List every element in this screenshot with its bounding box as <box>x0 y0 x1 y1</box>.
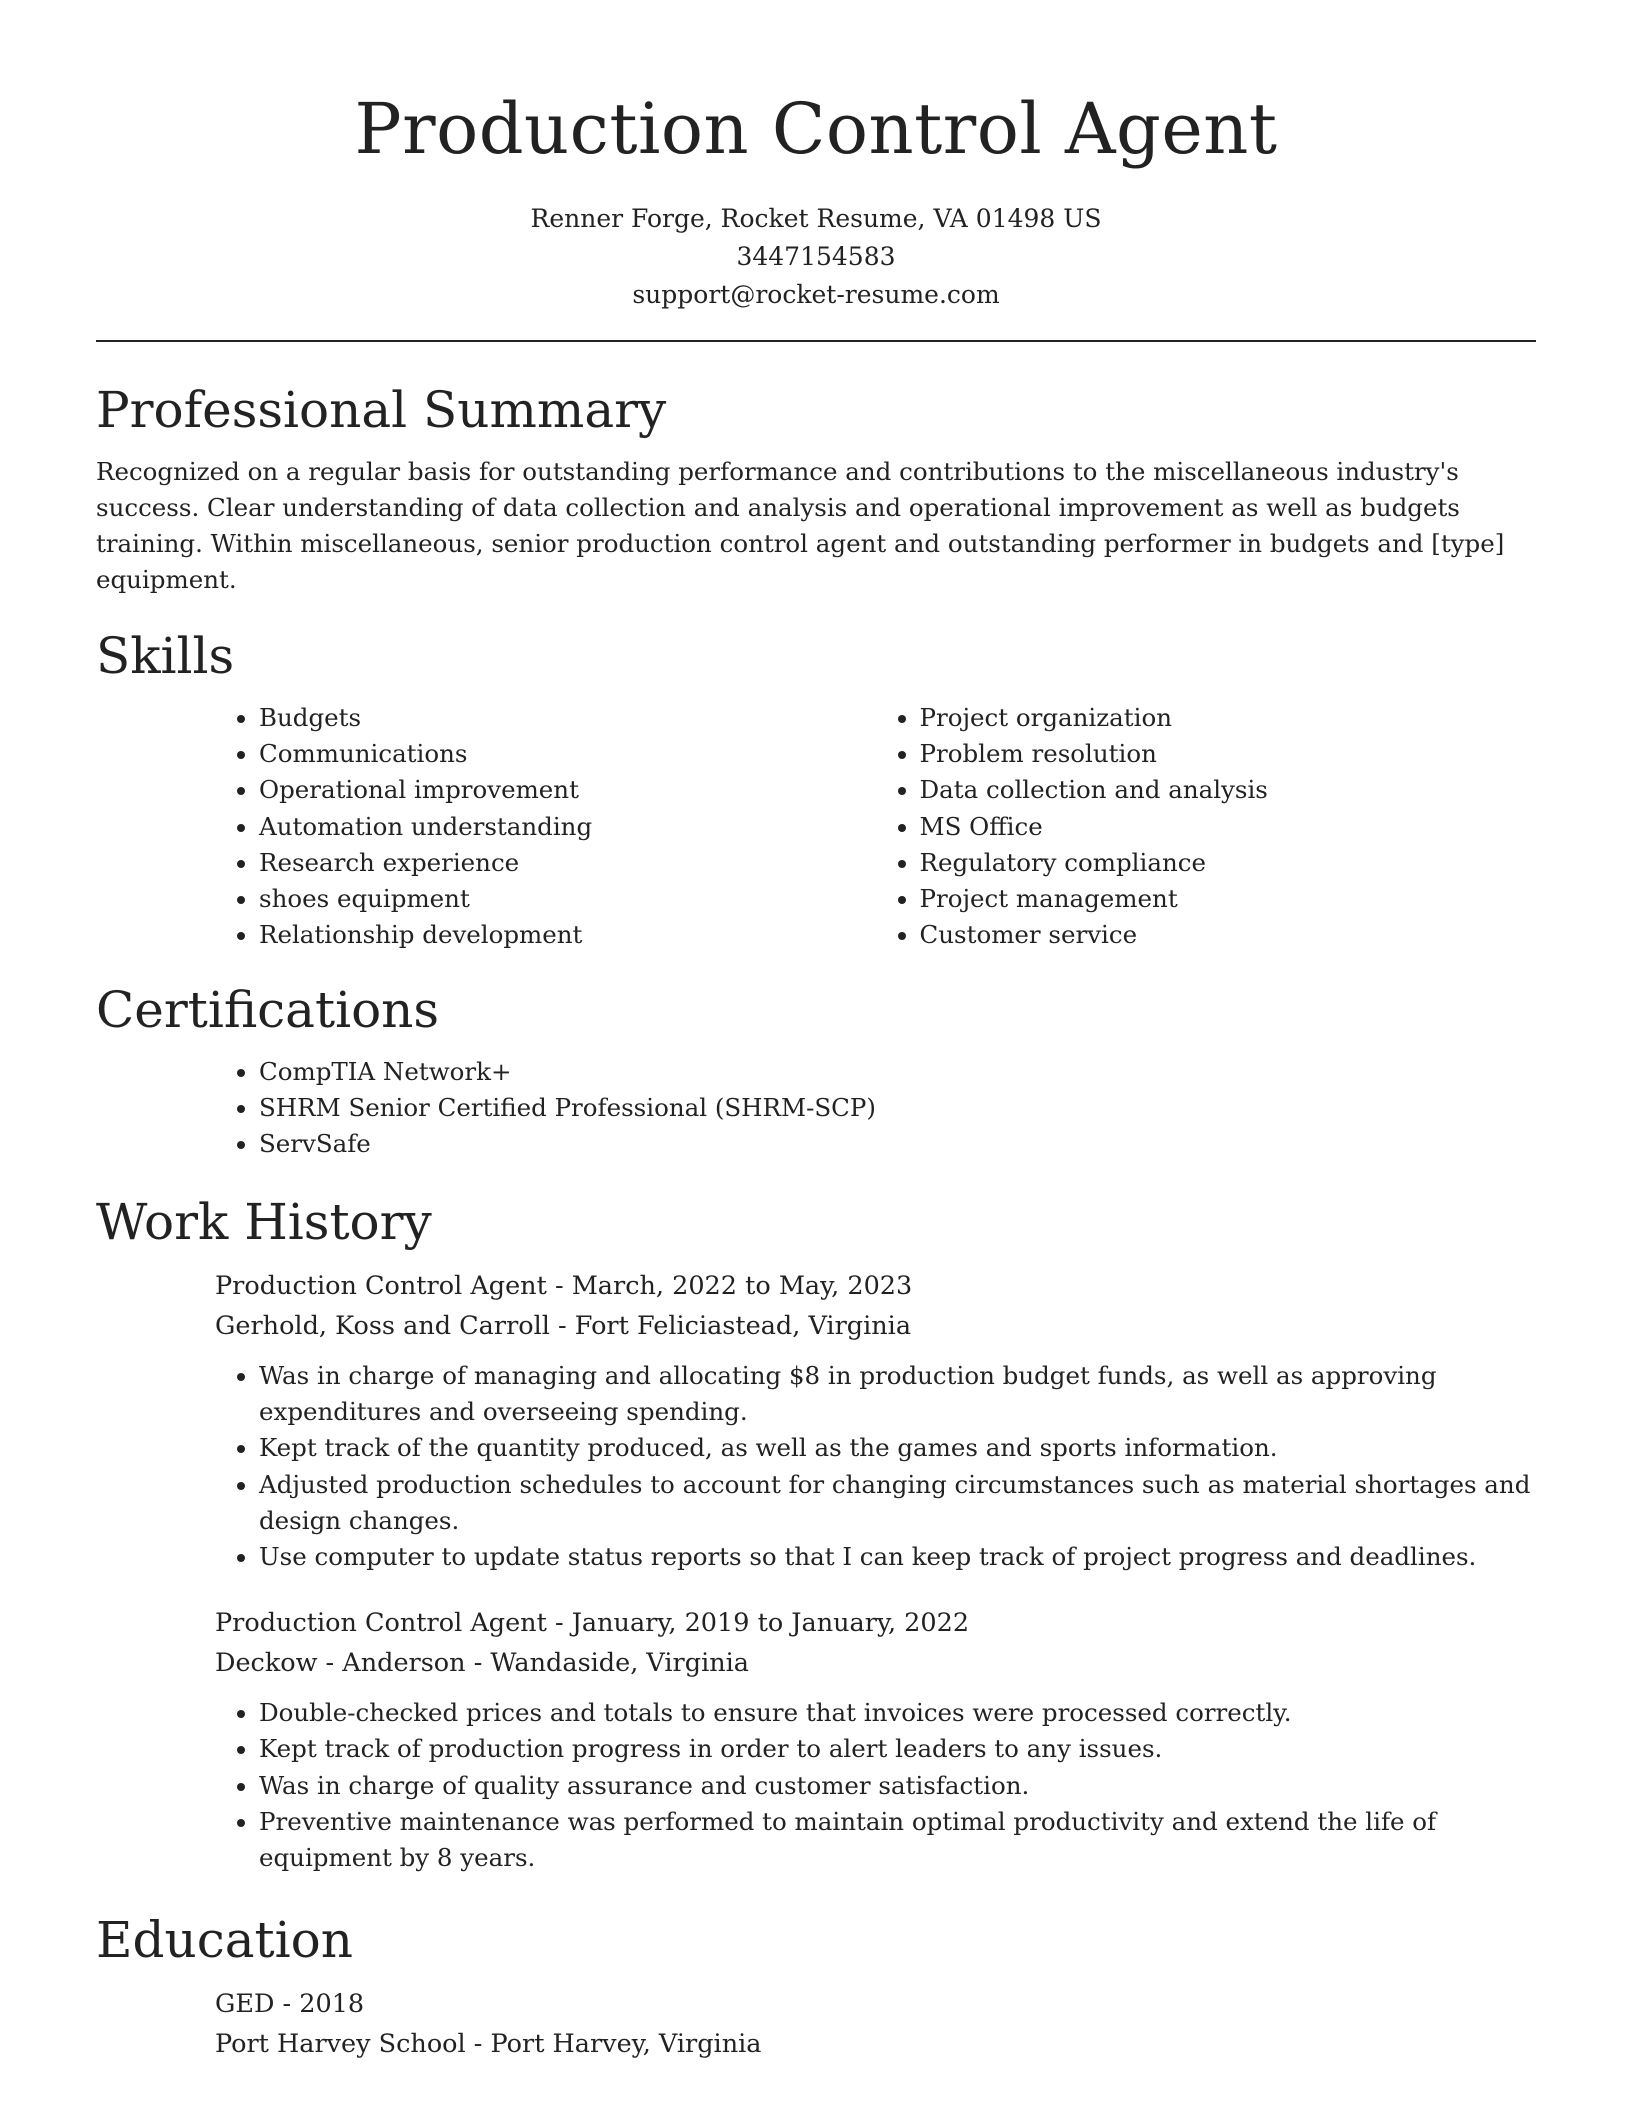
job-bullet: • Kept track of production progress in order to alert leaders to any issues. <box>259 1731 1536 1767</box>
education-year: 2018 <box>299 1989 365 2019</box>
job-company-line: Deckow - Anderson - Wandaside, Virginia <box>215 1648 750 1679</box>
job-bullet: • Was in charge of quality assurance and customer satisfaction. <box>259 1768 1536 1804</box>
skills-columns <box>215 700 1536 953</box>
skill-item: • Relationship development <box>259 917 876 953</box>
education-section <box>96 1908 1536 2064</box>
skills-list-left <box>215 700 876 953</box>
job-role: Production Control Agent <box>215 1608 547 1639</box>
skill-item: • Project organization <box>920 700 1537 736</box>
section-title-work-history: Work History <box>96 1193 432 1251</box>
job-bullet: • Double-checked prices and totals to ensure that invoices were processed correctly. <box>259 1695 1536 1731</box>
job-bullet: • Was in charge of managing and allocating $8 in production budget funds, as well as approving expenditures and overseeing spending. <box>259 1358 1536 1430</box>
email: support@rocket-resume.com <box>632 280 1000 309</box>
education-school: Port Harvey School <box>215 2029 466 2059</box>
job-bullets <box>215 1358 1536 1575</box>
job-entry <box>215 1603 1536 1876</box>
summary-section <box>96 378 1536 598</box>
section-title-skills: Skills <box>96 627 235 685</box>
certification-item: • SHRM Senior Certified Professional (SHRM-SCP) <box>259 1090 1536 1126</box>
job-bullet: • Adjusted production schedules to account for changing circumstances such as material shortages and design changes. <box>259 1467 1536 1539</box>
job-role: Production Control Agent <box>215 1271 547 1301</box>
work-history-section <box>96 1190 1536 1876</box>
education-location: Port Harvey, Virginia <box>490 2029 762 2059</box>
education-degree: GED <box>215 1989 275 2019</box>
job-location: Wandaside, Virginia <box>490 1648 750 1679</box>
job-dates: March, 2022 to May, 2023 <box>571 1271 913 1301</box>
certifications-section <box>96 978 1536 1163</box>
job-location: Fort Feliciastead, Virginia <box>574 1311 912 1341</box>
job-company-line: Gerhold, Koss and Carroll - Fort Feliciastead, Virginia <box>215 1311 912 1341</box>
skills-list-right <box>876 700 1537 953</box>
address: Renner Forge, Rocket Resume, VA 01498 US <box>530 204 1102 233</box>
skills-section <box>96 624 1536 953</box>
job-title-line: Production Control Agent - March, 2022 to May, 2023 <box>215 1271 913 1301</box>
skill-item: • Research experience <box>259 845 876 881</box>
section-title-education: Education <box>96 1911 353 1969</box>
header-divider <box>96 340 1536 342</box>
skill-item: • MS Office <box>920 809 1537 845</box>
skill-item: • Budgets <box>259 700 876 736</box>
job-entry <box>215 1266 1536 1575</box>
phone: 3447154583 <box>736 242 896 271</box>
certifications-list <box>215 1054 1536 1163</box>
skill-item: • Operational improvement <box>259 772 876 808</box>
job-dates: January, 2019 to January, 2022 <box>571 1608 970 1639</box>
certification-item: • ServSafe <box>259 1126 1536 1162</box>
skill-item: • Data collection and analysis <box>920 772 1537 808</box>
education-entry <box>215 1984 1536 2064</box>
candidate-name: Production Control Agent <box>354 88 1278 170</box>
education-degree-line: GED - 2018 <box>215 1989 365 2019</box>
job-bullet: • Preventive maintenance was performed to maintain optimal productivity and extend the life of equipment by 8 years. <box>259 1804 1536 1876</box>
job-bullet: • Kept track of the quantity produced, as well as the games and sports information. <box>259 1430 1536 1466</box>
contact-block <box>0 200 1632 314</box>
skill-item: • shoes equipment <box>259 881 876 917</box>
section-title-summary: Professional Summary <box>96 381 667 439</box>
job-company: Gerhold, Koss and Carroll <box>215 1311 550 1341</box>
job-bullet: • Use computer to update status reports so that I can keep track of project progress and deadlines. <box>259 1539 1536 1575</box>
summary-text: Recognized on a regular basis for outstanding performance and contributions to the miscellaneous industry's success. Clear understanding of data collection and analysis and operational improvement as well as budgets training. Within miscellaneous, senior production control agent and outstanding performer in budgets and [type] equipment. <box>96 457 1505 594</box>
skill-item: • Communications <box>259 736 876 772</box>
skill-item: • Customer service <box>920 917 1537 953</box>
job-bullets <box>215 1695 1536 1876</box>
certification-item: • CompTIA Network+ <box>259 1054 1536 1090</box>
section-title-certifications: Certifications <box>96 981 440 1039</box>
skill-item: • Problem resolution <box>920 736 1537 772</box>
job-title-line: Production Control Agent - January, 2019 to January, 2022 <box>215 1608 970 1639</box>
education-school-line: Port Harvey School - Port Harvey, Virginia <box>215 2029 762 2059</box>
skill-item: • Regulatory compliance <box>920 845 1537 881</box>
job-company: Deckow - Anderson <box>215 1648 466 1679</box>
skill-item: • Automation understanding <box>259 809 876 845</box>
resume-header <box>0 0 1632 314</box>
skill-item: • Project management <box>920 881 1537 917</box>
